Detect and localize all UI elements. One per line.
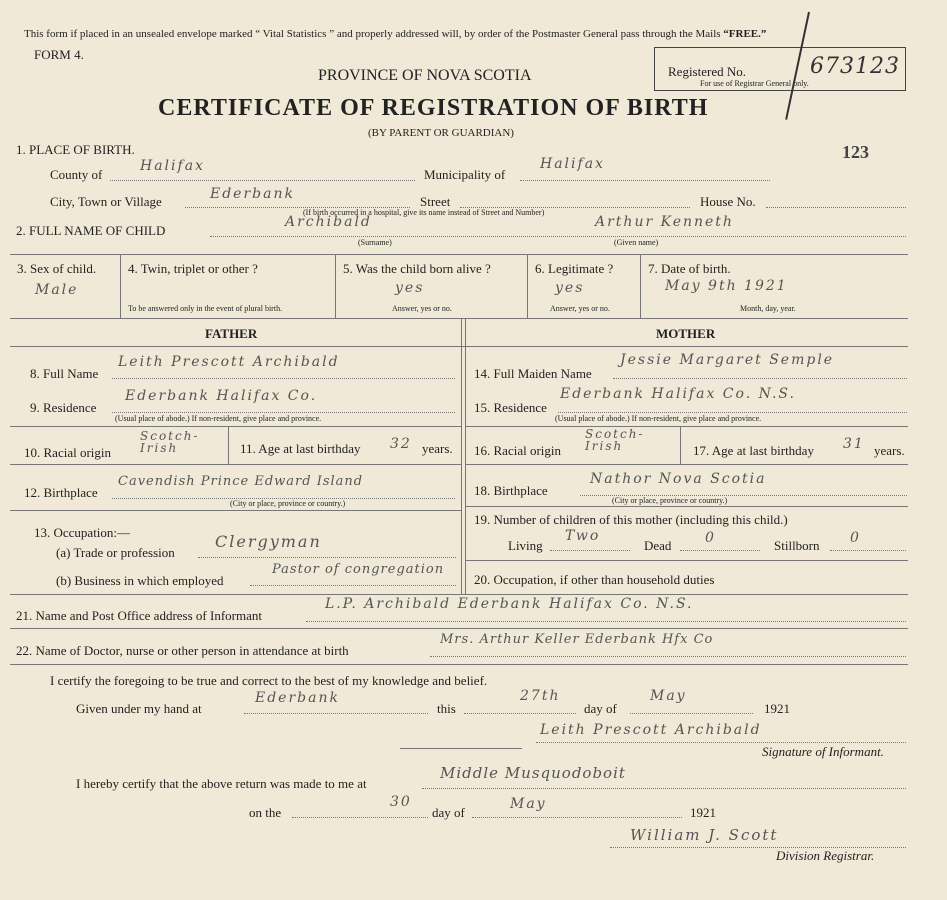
child-given-name: Arthur Kenneth bbox=[595, 214, 734, 230]
mother-racial-value: Scotch-Irish bbox=[585, 427, 645, 453]
hospital-note: (If birth occurred in a hospital, give its name instead of Street and Number) bbox=[303, 208, 545, 217]
county-label: County of bbox=[50, 167, 103, 182]
mother-heading: MOTHER bbox=[656, 326, 716, 341]
father-name-value: Leith Prescott Archibald bbox=[118, 354, 340, 370]
sex-label: 3. Sex of child. bbox=[17, 261, 97, 276]
twin-label: 4. Twin, triplet or other ? bbox=[128, 261, 258, 276]
mother-age-value: 31 bbox=[843, 436, 865, 452]
registrar-signature-label: Division Registrar. bbox=[776, 848, 875, 863]
birth-date-value: May 9th 1921 bbox=[665, 278, 788, 294]
father-age-unit: years. bbox=[422, 441, 453, 456]
registrar-day-label: day of bbox=[432, 805, 465, 820]
registrar-place: Middle Musquodoboit bbox=[440, 764, 626, 782]
sex-value: Male bbox=[35, 282, 79, 298]
legitimate-note: Answer, yes or no. bbox=[550, 304, 610, 313]
street-label: Street bbox=[420, 194, 451, 209]
house-label: House No. bbox=[700, 194, 756, 209]
city-label: City, Town or Village bbox=[50, 194, 162, 209]
mother-occupation-label: 20. Occupation, if other than household duties bbox=[474, 572, 715, 587]
this-label: this bbox=[437, 701, 456, 716]
free-notice: “FREE.” bbox=[723, 28, 767, 40]
father-age-value: 32 bbox=[390, 436, 412, 452]
mother-residence-label: 15. Residence bbox=[474, 400, 547, 415]
mail-notice: This form if placed in an unsealed envelope marked “ Vital Statistics ” and properly addressed will, by order of the Postmaster General pass through the Mails “FREE.” bbox=[24, 28, 767, 40]
mother-children-label: 19. Number of children of this mother (including this child.) bbox=[474, 512, 788, 527]
mother-birthplace-note: (City or place, province or country.) bbox=[612, 496, 728, 505]
living-value: Two bbox=[565, 528, 601, 544]
registrar-month: May bbox=[510, 796, 547, 812]
registrar-signature: William J. Scott bbox=[630, 826, 779, 844]
legitimate-value: yes bbox=[555, 280, 585, 296]
father-occupation-label: 13. Occupation:— bbox=[34, 525, 131, 540]
certify-year: 1921 bbox=[764, 701, 790, 716]
child-name-label: 2. FULL NAME OF CHILD bbox=[16, 223, 166, 238]
municipality-label: Municipality of bbox=[424, 167, 506, 182]
twin-note: To be answered only in the event of plural birth. bbox=[128, 304, 283, 313]
father-business-value: Pastor of congregation bbox=[272, 562, 445, 577]
certify-day-label: day of bbox=[584, 701, 617, 716]
stillborn-value: 0 bbox=[850, 530, 861, 546]
certify-text: I certify the foregoing to be true and correct to the best of my knowledge and belief. bbox=[50, 673, 488, 688]
informant-label: 21. Name and Post Office address of Informant bbox=[16, 608, 262, 623]
mother-name-value: Jessie Margaret Semple bbox=[620, 352, 835, 368]
given-at-label: Given under my hand at bbox=[76, 701, 202, 716]
dead-value: 0 bbox=[705, 530, 716, 546]
province-heading: PROVINCE OF NOVA SCOTIA bbox=[318, 67, 532, 84]
mother-name-label: 14. Full Maiden Name bbox=[474, 366, 592, 381]
father-birthplace-value: Cavendish Prince Edward Island bbox=[118, 474, 364, 489]
registrar-day: 30 bbox=[390, 794, 412, 810]
father-trade-value: Clergyman bbox=[215, 532, 322, 551]
county-value: Halifax bbox=[140, 158, 205, 174]
stillborn-label: Stillborn bbox=[774, 538, 820, 553]
informant-signature-label: Signature of Informant. bbox=[762, 744, 884, 759]
certify-month: May bbox=[650, 688, 687, 704]
child-surname: Archibald bbox=[285, 214, 372, 230]
mother-age-label: 17. Age at last birthday bbox=[693, 443, 814, 458]
father-birthplace-label: 12. Birthplace bbox=[24, 485, 98, 500]
registrar-year: 1921 bbox=[690, 805, 716, 820]
living-label: Living bbox=[508, 538, 543, 553]
mother-residence-note: (Usual place of abode.) If non-resident, give place and province. bbox=[555, 414, 762, 423]
father-age-label: 11. Age at last birthday bbox=[240, 441, 361, 456]
certify-day: 27th bbox=[520, 688, 561, 704]
alive-value: yes bbox=[395, 280, 425, 296]
place-of-birth-heading: 1. PLACE OF BIRTH. bbox=[16, 142, 135, 157]
given-name-note: (Given name) bbox=[614, 238, 659, 247]
surname-note: (Surname) bbox=[358, 238, 392, 247]
registrar-on-label: on the bbox=[249, 805, 282, 820]
registered-number: 673123 bbox=[810, 54, 900, 79]
birth-date-note: Month, day, year. bbox=[740, 304, 796, 313]
mother-racial-label: 16. Racial origin bbox=[474, 443, 562, 458]
page-title: CERTIFICATE OF REGISTRATION OF BIRTH bbox=[158, 95, 709, 121]
informant-signature: Leith Prescott Archibald bbox=[540, 722, 762, 738]
mother-birthplace-label: 18. Birthplace bbox=[474, 483, 548, 498]
registrar-text: I hereby certify that the above return was made to me at bbox=[76, 776, 367, 791]
page-subtitle: (BY PARENT OR GUARDIAN) bbox=[368, 127, 514, 139]
stamp-number: 123 bbox=[842, 142, 869, 162]
father-name-label: 8. Full Name bbox=[30, 366, 99, 381]
mother-residence-value: Ederbank Halifax Co. N.S. bbox=[560, 386, 796, 402]
registered-label: Registered No. bbox=[668, 64, 746, 79]
father-racial-value: Scotch-Irish bbox=[140, 429, 200, 455]
alive-label: 5. Was the child born alive ? bbox=[343, 261, 491, 276]
father-residence-label: 9. Residence bbox=[30, 400, 97, 415]
father-residence-value: Ederbank Halifax Co. bbox=[125, 388, 318, 404]
given-at-value: Ederbank bbox=[255, 690, 340, 706]
doctor-value: Mrs. Arthur Keller Ederbank Hfx Co bbox=[440, 632, 714, 647]
informant-value: L.P. Archibald Ederbank Halifax Co. N.S. bbox=[325, 596, 694, 612]
municipality-value: Halifax bbox=[540, 156, 605, 172]
father-trade-label: (a) Trade or profession bbox=[56, 545, 175, 560]
father-racial-label: 10. Racial origin bbox=[24, 445, 112, 460]
form-number: FORM 4. bbox=[34, 47, 84, 62]
mother-birthplace-value: Nathor Nova Scotia bbox=[590, 471, 767, 487]
father-residence-note: (Usual place of abode.) If non-resident, give place and province. bbox=[115, 414, 322, 423]
birth-date-label: 7. Date of birth. bbox=[648, 261, 731, 276]
registrar-general-note: For use of Registrar General only. bbox=[700, 79, 809, 88]
legitimate-label: 6. Legitimate ? bbox=[535, 261, 614, 276]
doctor-label: 22. Name of Doctor, nurse or other person in attendance at birth bbox=[16, 643, 349, 658]
mother-age-unit: years. bbox=[874, 443, 905, 458]
alive-note: Answer, yes or no. bbox=[392, 304, 452, 313]
dead-label: Dead bbox=[644, 538, 672, 553]
father-business-label: (b) Business in which employed bbox=[56, 573, 224, 588]
father-heading: FATHER bbox=[205, 326, 258, 341]
father-birthplace-note: (City or place, province or country.) bbox=[230, 499, 346, 508]
city-value: Ederbank bbox=[210, 186, 295, 202]
